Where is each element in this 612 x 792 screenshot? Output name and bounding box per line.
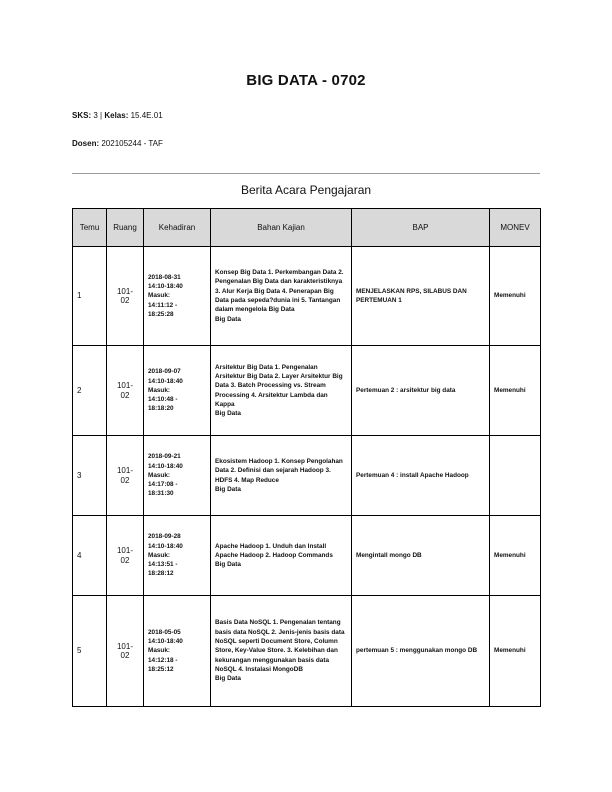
cell-ruang <box>107 436 144 516</box>
cell-temu-text: 4 <box>77 550 82 560</box>
cell-temu <box>73 436 107 516</box>
cell-bap-text: Pertemuan 2 : arsitektur big data <box>356 386 456 394</box>
cell-monev-text: Memenuhi <box>494 647 526 655</box>
table-row <box>73 596 541 707</box>
header-ruang: Ruang <box>107 209 144 247</box>
cell-temu-text: 3 <box>77 470 82 480</box>
kelas-label: Kelas: <box>104 111 129 120</box>
table-row <box>73 436 541 516</box>
cell-ruang <box>107 596 144 707</box>
section-title: Berita Acara Pengajaran <box>240 183 372 197</box>
cell-kehadiran <box>144 436 211 516</box>
cell-monev <box>490 516 541 596</box>
divider <box>72 173 540 174</box>
cell-monev <box>490 596 541 707</box>
cell-temu <box>73 516 107 596</box>
cell-bap <box>352 596 490 707</box>
table-row <box>73 346 541 436</box>
sks-label: SKS: <box>72 111 92 120</box>
cell-temu <box>73 247 107 346</box>
kelas-value: 15.4E.01 <box>130 111 163 120</box>
cell-bahan-kajian-text: Ekosistem Hadoop 1. Konsep Pengolahan Data 2. Definisi dan sejarah Hadoop 3. HDFS 4. Map Reduce Big Data <box>215 457 343 493</box>
cell-monev-text: Memenuhi <box>494 292 526 300</box>
cell-bahan-kajian <box>211 247 352 346</box>
cell-ruang-text: 101- 02 <box>116 466 133 485</box>
cell-monev <box>490 436 541 516</box>
sks-value: 3 <box>93 111 98 120</box>
cell-ruang-text: 101- 02 <box>116 546 133 565</box>
cell-bahan-kajian-text: Konsep Big Data 1. Perkembangan Data 2. Pengenalan Big Data dan karakteristiknya 3. Alur Kerja Big Data 4. Penerapan Big Data pada sepeda?dunia ini 5. Tantangan dalam mengelola Big Data Big Data <box>215 269 344 323</box>
cell-bap <box>352 516 490 596</box>
cell-bap-text: MENJELASKAN RPS, SILABUS DAN PERTEMUAN 1 <box>356 287 467 304</box>
cell-bahan-kajian-text: Arsitektur Big Data 1. Pengenalan Arsitektur Big Data 2. Layer Arsitektur Big Data 3. Batch Processing vs. Stream Processing 4. Arsitektur Lambda dan Kappa Big Data <box>215 363 343 418</box>
cell-bap-text: pertemuan 5 : menggunakan mongo DB <box>356 647 478 655</box>
table-row <box>73 516 541 596</box>
table-row <box>73 247 541 346</box>
cell-temu-text: 2 <box>77 385 82 395</box>
cell-temu <box>73 596 107 707</box>
cell-ruang-text: 101- 02 <box>116 641 133 660</box>
header-kehadiran: Kehadiran <box>144 209 211 247</box>
teaching-record-table <box>72 208 541 707</box>
cell-bahan-kajian <box>211 436 352 516</box>
cell-kehadiran <box>144 596 211 707</box>
cell-kehadiran-text: 2018-05-05 14:10-18:40 Masuk: 14:12:18 - 18:25:12 <box>148 628 183 673</box>
cell-bahan-kajian-text: Basis Data NoSQL 1. Pengenalan tentang basis data NoSQL 2. Jenis-jenis basis data NoSQL seperti Document Store, Column Store, Key-Value Store. 3. Kelebihan dan kekurangan menggunakan basis data NoSQL 4. Instalasi MongoDB Big Data <box>215 619 345 683</box>
cell-kehadiran <box>144 516 211 596</box>
cell-temu-text: 1 <box>77 291 82 301</box>
cell-ruang <box>107 346 144 436</box>
course-meta <box>72 111 163 120</box>
cell-bap-text: Pertemuan 4 : install Apache Hadoop <box>356 471 469 479</box>
course-title: BIG DATA - 0702 <box>246 72 366 89</box>
cell-kehadiran-text: 2018-09-21 14:10-18:40 Masuk: 14:17:08 - 18:31:30 <box>148 453 183 498</box>
header-bap: BAP <box>352 209 490 247</box>
cell-kehadiran-text: 2018-08-31 14:10-18:40 Masuk: 14:11:12 - 18:25:28 <box>148 273 183 318</box>
cell-monev <box>490 247 541 346</box>
cell-bahan-kajian <box>211 346 352 436</box>
cell-bap <box>352 436 490 516</box>
dosen-value: 202105244 - TAF <box>101 139 163 148</box>
cell-bap <box>352 247 490 346</box>
cell-bahan-kajian <box>211 516 352 596</box>
cell-bahan-kajian-text: Apache Hadoop 1. Unduh dan Install Apache Hadoop 2. Hadoop Commands Big Data <box>215 542 333 569</box>
cell-monev <box>490 346 541 436</box>
lecturer-info <box>72 139 163 148</box>
cell-ruang-text: 101- 02 <box>116 286 133 305</box>
separator: | <box>100 111 103 120</box>
cell-kehadiran <box>144 247 211 346</box>
cell-monev-text: Memenuhi <box>494 551 526 559</box>
cell-ruang <box>107 516 144 596</box>
header-monev: MONEV <box>490 209 541 247</box>
table-header-row <box>73 209 541 247</box>
cell-monev-text: Memenuhi <box>494 386 526 394</box>
cell-kehadiran-text: 2018-09-28 14:10-18:40 Masuk: 14:13:51 - 18:28:12 <box>148 533 183 578</box>
cell-bahan-kajian <box>211 596 352 707</box>
cell-kehadiran <box>144 346 211 436</box>
cell-ruang-text: 101- 02 <box>116 381 133 400</box>
cell-temu-text: 5 <box>77 646 82 656</box>
cell-bap <box>352 346 490 436</box>
cell-temu <box>73 346 107 436</box>
cell-ruang <box>107 247 144 346</box>
cell-kehadiran-text: 2018-09-07 14:10-18:40 Masuk: 14:10:48 - 18:18:20 <box>148 368 183 413</box>
header-temu: Temu <box>73 209 107 247</box>
dosen-label: Dosen: <box>72 139 100 148</box>
header-bahan-kajian: Bahan Kajian <box>211 209 352 247</box>
cell-bap-text: Mengintall mongo DB <box>356 551 422 559</box>
